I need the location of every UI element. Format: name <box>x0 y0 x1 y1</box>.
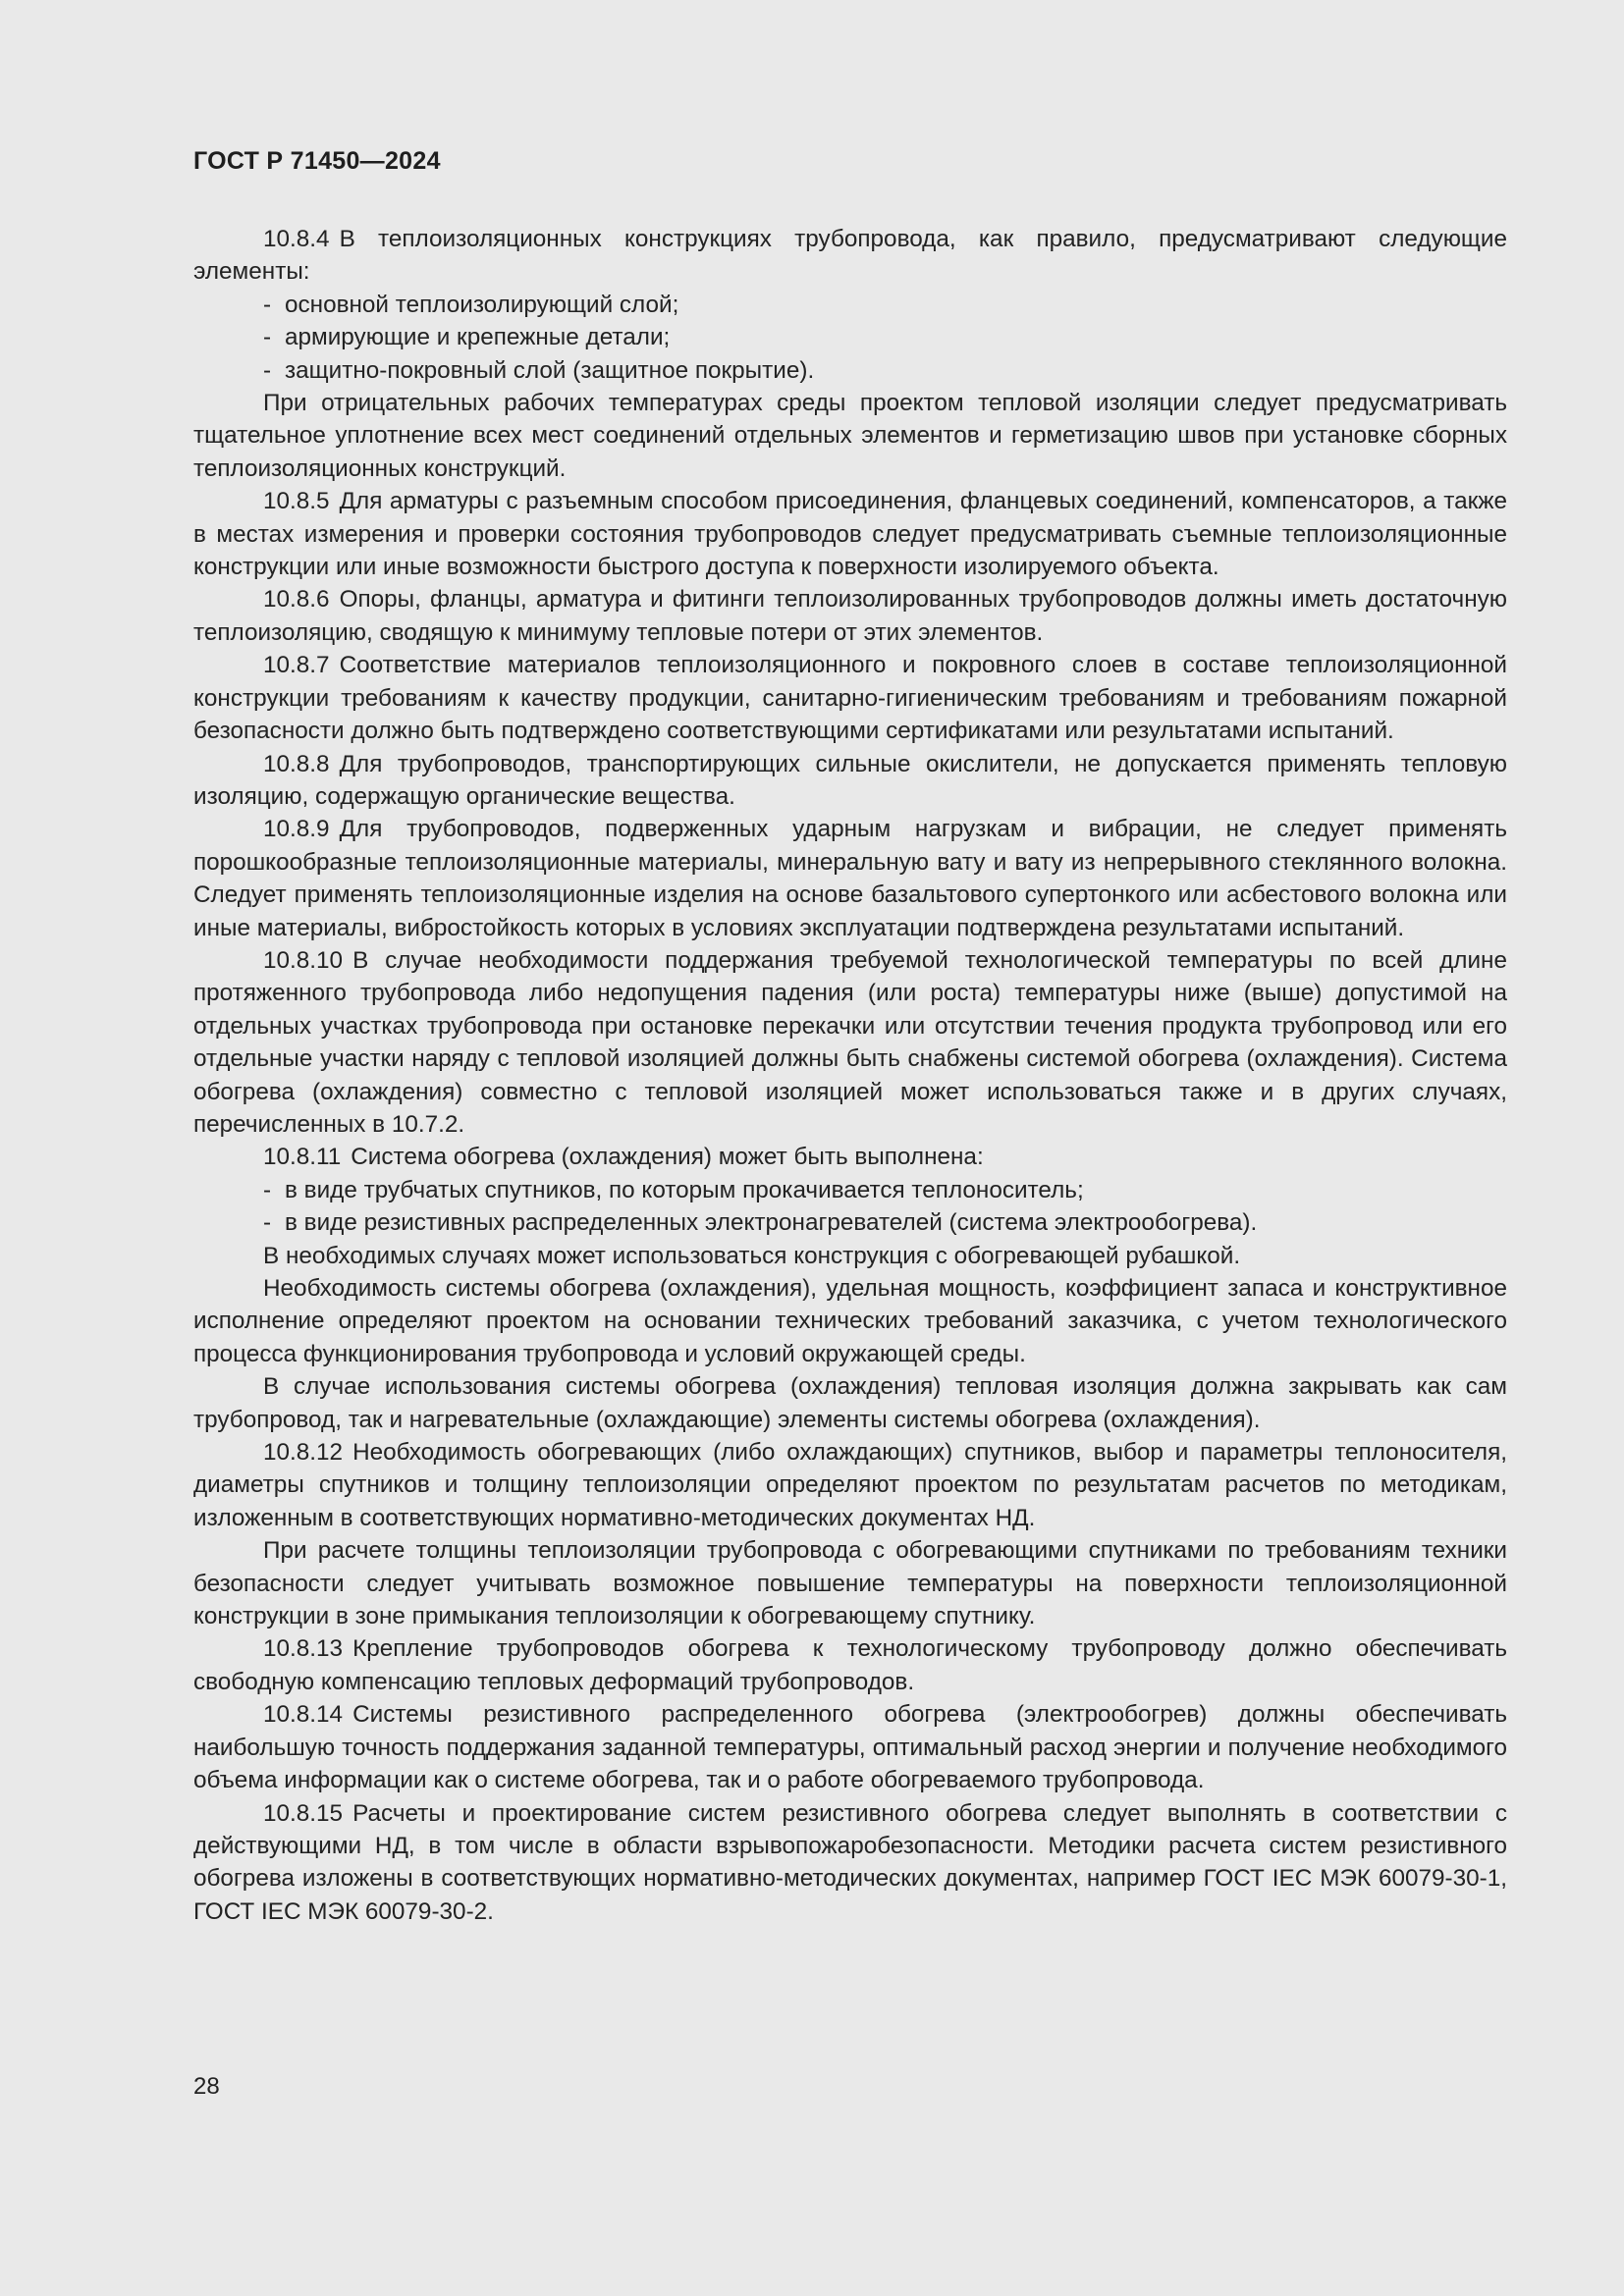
paragraph <box>193 649 1507 747</box>
clause-number: 10.8.10 <box>263 946 344 974</box>
paragraph-text: В теплоизоляционных конструкциях трубопровода, как правило, предусматривают следующие элементы: <box>193 226 1507 286</box>
list-item-text: в виде трубчатых спутников, по которым прокачивается теплоноситель; <box>285 1176 1084 1203</box>
list-item-text: в виде резистивных распределенных электронагревателей (система электрообогрева). <box>285 1209 1258 1237</box>
list-item <box>193 354 1507 387</box>
clause-number: 10.8.4 <box>263 226 330 252</box>
page-number: 28 <box>193 2073 220 2100</box>
clause-number: 10.8.5 <box>263 488 330 515</box>
paragraph <box>193 813 1507 944</box>
list-item-text: защитно-покровный слой (защитное покрытие). <box>285 356 815 384</box>
clause-number: 10.8.7 <box>263 652 330 679</box>
paragraph <box>193 1797 1507 1929</box>
paragraph-text: Крепление трубопроводов обогрева к технологическому трубопроводу должно обеспечивать свободную компенсацию тепловых деформаций трубопроводов. <box>193 1635 1507 1695</box>
list-dash: - <box>263 1209 272 1237</box>
clause-number: 10.8.11 <box>263 1144 342 1171</box>
list-item-text: основной теплоизолирующий слой; <box>285 291 679 318</box>
list-item <box>193 1206 1507 1239</box>
list-dash: - <box>263 324 272 351</box>
document-header-title: ГОСТ Р 71450—2024 <box>193 147 441 175</box>
paragraph-text: Для трубопроводов, подверженных ударным нагрузкам и вибрации, не следует применять порошкообразные теплоизоляционные материалы, минеральную вату и вату из непрерывного стеклянного волокна. Следует применять теплоизоляционные изделия на основе базальтового супертонкого или асбестового волокна или иные материалы, вибростойкость которых в условиях эксплуатации подтверждена результатами испытаний. <box>193 816 1507 941</box>
list-item-text: армирующие и крепежные детали; <box>285 324 671 351</box>
paragraph <box>193 485 1507 583</box>
paragraph-text: Расчеты и проектирование систем резистивного обогрева следует выполнять в соответствии с действующими НД, в том числе в области взрывопожаробезопасности. Методики расчета систем резистивного обогрева изложены в соответствующих нормативно-методических документах, например ГОСТ IEC МЭК 60079-30-1, ГОСТ IEC МЭК 60079-30-2. <box>193 1799 1507 1925</box>
clause-number: 10.8.8 <box>263 750 330 777</box>
paragraph-text: Соответствие материалов теплоизоляционного и покровного слоев в составе теплоизоляционной конструкции требованиям к качеству продукции, санитарно-гигиеническим требованиям и требованиям пожарной безопасности должно быть подтверждено соответствующими сертификатами или результатами испытаний. <box>193 652 1507 745</box>
list-dash: - <box>263 1176 272 1203</box>
paragraph <box>193 1698 1507 1796</box>
paragraph <box>193 387 1507 485</box>
list-item <box>193 1174 1507 1206</box>
paragraph-text: Для арматуры с разъемным способом присоединения, фланцевых соединений, компенсаторов, а также в местах измерения и проверки состояния трубопроводов следует предусматривать съемные теплоизоляционные конструкции или иные возможности быстрого доступа к поверхности изолируемого объекта. <box>193 488 1507 581</box>
paragraph-text: В случае необходимости поддержания требуемой технологической температуры по всей длине протяженного трубопровода либо недопущения падения (или роста) температуры ниже (выше) допустимой на отдельных участках трубопровода при остановке перекачки или отсутствии течения продукта трубопровод или его отдельные участки наряду с тепловой изоляцией должны быть снабжены системой обогрева (охлаждения). Система обогрева (охлаждения) совместно с тепловой изоляцией может использоваться также и в других случаях, перечисленных в 10.7.2. <box>193 946 1507 1138</box>
paragraph <box>193 1632 1507 1698</box>
paragraph <box>193 1534 1507 1632</box>
document-body <box>193 223 1507 1928</box>
paragraph-text: Необходимость обогревающих (либо охлаждающих) спутников, выбор и параметры теплоносителя, диаметры спутников и толщину теплоизоляции определяют проектом по результатам расчетов по методикам, изложенным в соответствующих нормативно-методических документах НД. <box>193 1439 1507 1531</box>
paragraph-text: Системы резистивного распределенного обогрева (электрообогрев) должны обеспечивать наибольшую точность поддержания заданной температуры, оптимальный расход энергии и получение необходимого объема информации как о системе обогрева, так и о работе обогреваемого трубопровода. <box>193 1701 1507 1794</box>
paragraph-text: Система обогрева (охлаждения) может быть выполнена: <box>351 1144 984 1171</box>
paragraph <box>193 1141 1507 1173</box>
list-dash: - <box>263 356 272 384</box>
list-dash: - <box>263 291 272 318</box>
clause-number: 10.8.15 <box>263 1799 344 1827</box>
list-item <box>193 289 1507 321</box>
paragraph <box>193 223 1507 289</box>
paragraph <box>193 1240 1507 1272</box>
clause-number: 10.8.14 <box>263 1701 344 1729</box>
clause-number: 10.8.12 <box>263 1439 344 1467</box>
paragraph <box>193 944 1507 1141</box>
paragraph-text: При расчете толщины теплоизоляции трубопровода с обогревающими спутниками по требованиям техники безопасности следует учитывать возможное повышение температуры на поверхности теплоизоляционной конструкции в зоне примыкания теплоизоляции к обогревающему спутнику. <box>193 1537 1507 1630</box>
clause-number: 10.8.13 <box>263 1635 344 1663</box>
paragraph <box>193 1370 1507 1436</box>
paragraph-text: В необходимых случаях может использоваться конструкция с обогревающей рубашкой. <box>263 1242 1241 1269</box>
paragraph <box>193 583 1507 649</box>
list-item <box>193 321 1507 353</box>
paragraph-text: Опоры, фланцы, арматура и фитинги теплоизолированных трубопроводов должны иметь достаточную теплоизоляцию, сводящую к минимуму тепловые потери от этих элементов. <box>193 586 1507 646</box>
clause-number: 10.8.6 <box>263 586 330 614</box>
paragraph-text: При отрицательных рабочих температурах среды проектом тепловой изоляции следует предусматривать тщательное уплотнение всех мест соединений отдельных элементов и герметизацию швов при установке сборных теплоизоляционных конструкций. <box>193 390 1507 482</box>
paragraph <box>193 1436 1507 1534</box>
clause-number: 10.8.9 <box>263 816 330 843</box>
paragraph <box>193 1272 1507 1370</box>
paragraph <box>193 748 1507 814</box>
paragraph-text: Для трубопроводов, транспортирующих сильные окислители, не допускается применять тепловую изоляцию, содержащую органические вещества. <box>193 750 1507 810</box>
paragraph-text: Необходимость системы обогрева (охлаждения), удельная мощность, коэффициент запаса и конструктивное исполнение определяют проектом на основании технических требований заказчика, с учетом технологического процесса функционирования трубопровода и условий окружающей среды. <box>193 1275 1507 1367</box>
paragraph-text: В случае использования системы обогрева (охлаждения) тепловая изоляция должна закрывать как сам трубопровод, так и нагревательные (охлаждающие) элементы системы обогрева (охлаждения). <box>193 1373 1507 1433</box>
